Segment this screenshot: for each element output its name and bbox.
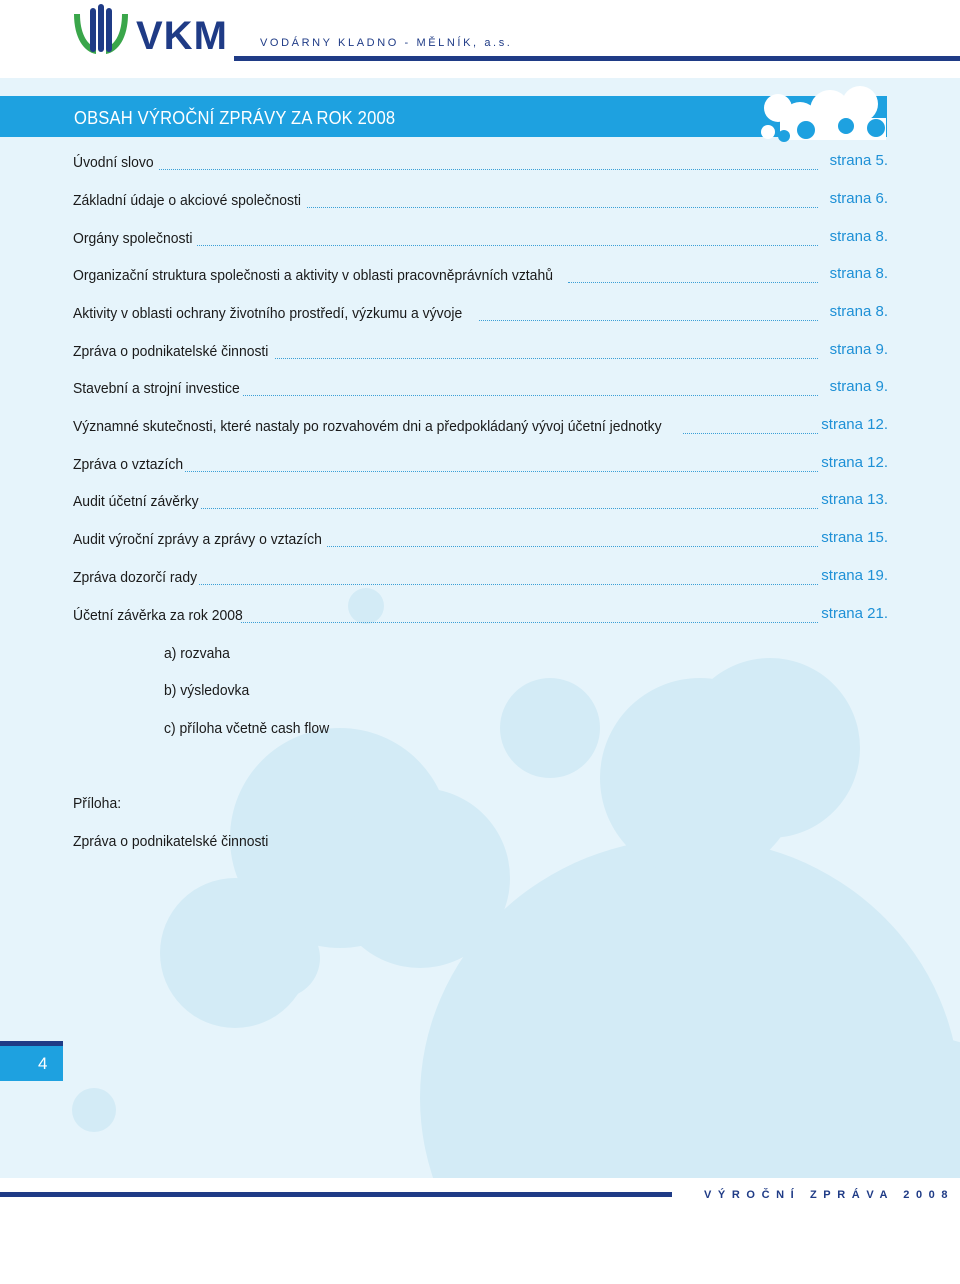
toc-row[interactable] bbox=[73, 267, 888, 289]
toc-leader bbox=[185, 471, 818, 472]
header-rule bbox=[234, 56, 960, 61]
toc-label: Úvodní slovo bbox=[73, 154, 154, 171]
toc-label: Audit výroční zprávy a zprávy o vztazích bbox=[73, 531, 322, 548]
company-name: VODÁRNY KLADNO - MĚLNÍK, a.s. bbox=[260, 37, 513, 49]
toc-leader bbox=[275, 358, 818, 359]
toc-leader bbox=[683, 433, 818, 434]
toc-subitem: a) rozvaha bbox=[164, 645, 230, 662]
toc-leader bbox=[568, 282, 818, 283]
toc-page: strana 8. bbox=[829, 303, 888, 320]
toc-label: Základní údaje o akciové společnosti bbox=[73, 192, 301, 209]
toc-leader bbox=[241, 622, 818, 623]
toc-row[interactable] bbox=[73, 380, 888, 402]
toc-page: strana 9. bbox=[829, 378, 888, 395]
toc-page: strana 19. bbox=[821, 567, 888, 584]
toc-label: Aktivity v oblasti ochrany životního prostředí, výzkumu a vývoje bbox=[73, 305, 463, 322]
toc-leader bbox=[327, 546, 818, 547]
toc-row[interactable] bbox=[73, 607, 888, 629]
toc-row[interactable] bbox=[73, 305, 888, 327]
toc-row[interactable] bbox=[73, 569, 888, 591]
toc-page: strana 21. bbox=[821, 605, 888, 622]
toc-page: strana 9. bbox=[829, 341, 888, 358]
toc-page: strana 15. bbox=[821, 529, 888, 546]
toc-row[interactable] bbox=[73, 154, 888, 176]
cloud-decoration-icon bbox=[760, 86, 890, 146]
toc-label: Zpráva dozorčí rady bbox=[73, 569, 198, 586]
toc-leader bbox=[479, 320, 818, 321]
toc-label: Zpráva o vztazích bbox=[73, 456, 184, 473]
toc-leader bbox=[201, 508, 818, 509]
appendix-item: Zpráva o podnikatelské činnosti bbox=[73, 833, 269, 850]
toc-leader bbox=[197, 245, 818, 246]
toc-page: strana 8. bbox=[829, 228, 888, 245]
appendix-heading: Příloha: bbox=[73, 795, 122, 812]
toc-label: Účetní závěrka za rok 2008 bbox=[73, 607, 243, 624]
toc-row[interactable] bbox=[73, 343, 888, 365]
page-number: 4 bbox=[38, 1054, 48, 1073]
toc-row[interactable] bbox=[73, 493, 888, 515]
toc-label: Audit účetní závěrky bbox=[73, 493, 199, 510]
toc-label: Organizační struktura společnosti a aktivity v oblasti pracovněprávních vztahů bbox=[73, 267, 553, 284]
toc-page: strana 5. bbox=[829, 152, 888, 169]
toc-row[interactable] bbox=[73, 418, 888, 440]
toc-label: Zpráva o podnikatelské činnosti bbox=[73, 343, 269, 360]
toc-leader bbox=[159, 169, 818, 170]
toc-page: strana 12. bbox=[821, 416, 888, 433]
toc-row[interactable] bbox=[73, 192, 888, 214]
toc-page: strana 13. bbox=[821, 491, 888, 508]
footer-title: VÝROČNÍ ZPRÁVA 2008 bbox=[704, 1189, 955, 1201]
vkm-logo-icon bbox=[72, 4, 130, 56]
toc-page: strana 8. bbox=[829, 265, 888, 282]
toc-subitem: b) výsledovka bbox=[164, 682, 250, 699]
toc-label: Orgány společnosti bbox=[73, 230, 193, 247]
toc-page: strana 6. bbox=[829, 190, 888, 207]
toc-row[interactable] bbox=[73, 456, 888, 478]
toc-page: strana 12. bbox=[821, 454, 888, 471]
page-header bbox=[0, 0, 960, 78]
page-title: OBSAH VÝROČNÍ ZPRÁVY ZA ROK 2008 bbox=[74, 108, 396, 128]
toc-leader bbox=[243, 395, 818, 396]
logo-wordmark: VKM bbox=[136, 14, 228, 58]
toc-label: Významné skutečnosti, které nastaly po rozvahovém dni a předpokládaný vývoj účetní jednotky bbox=[73, 418, 662, 435]
toc-subitem: c) příloha včetně cash flow bbox=[164, 720, 330, 737]
toc-leader bbox=[307, 207, 818, 208]
footer-rule bbox=[0, 1192, 672, 1197]
toc-row[interactable] bbox=[73, 230, 888, 252]
toc-row[interactable] bbox=[73, 531, 888, 553]
page-number-box bbox=[0, 1041, 63, 1081]
toc-leader bbox=[199, 584, 818, 585]
toc-label: Stavební a strojní investice bbox=[73, 380, 240, 397]
